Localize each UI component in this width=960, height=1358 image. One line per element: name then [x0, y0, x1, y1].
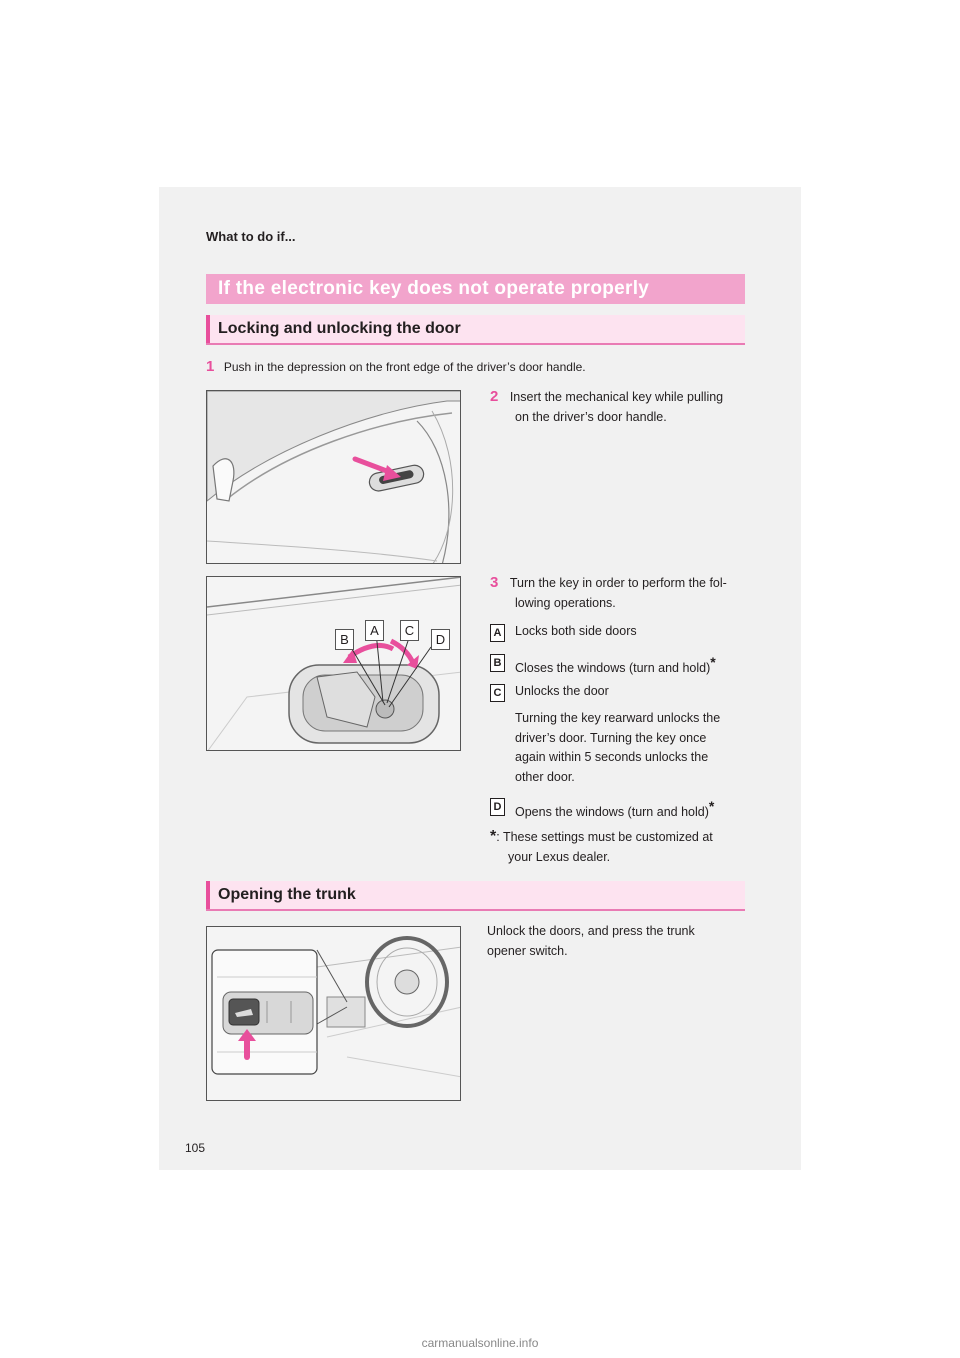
step-number: 1 — [206, 358, 215, 375]
section-title-bar — [206, 274, 745, 304]
step-number: 2 — [490, 388, 499, 405]
step-text-line1: Insert the mechanical key while pulling — [509, 390, 724, 404]
badge-b: B — [490, 654, 505, 672]
item-b — [515, 654, 716, 675]
item-b-text: Closes the windows (turn and hold) — [515, 661, 711, 676]
figure-key-turn — [206, 576, 461, 751]
watermark-link[interactable]: carmanualsonline.info — [421, 1336, 539, 1350]
section-title: If the electronic key does not operate properly — [218, 278, 650, 299]
figure-trunk-opener — [206, 926, 461, 1101]
item-d-text: Opens the windows (turn and hold) — [515, 805, 709, 820]
unlock-note-line2: driver’s door. Turning the key once — [515, 730, 707, 745]
footnote-line2: your Lexus dealer. — [508, 849, 611, 864]
unlock-note — [515, 709, 745, 787]
unlock-note-line3: again within 5 seconds unlocks the — [515, 750, 709, 764]
subsection-title: Locking and unlocking the door — [218, 320, 461, 337]
step-text-line2: on the driver’s door handle. — [515, 409, 667, 424]
callout-d: D — [431, 629, 450, 650]
step-2 — [490, 387, 745, 427]
unlock-note-line1: Turning the key rearward unlocks the — [515, 711, 721, 725]
subsection-heading-trunk — [206, 881, 745, 911]
badge-d: D — [490, 798, 505, 816]
key-turn-illustration — [207, 577, 461, 751]
running-head: What to do if... — [206, 229, 296, 244]
callout-a: A — [365, 620, 384, 641]
footnote — [490, 827, 745, 867]
step-text-line1: Turn the key in order to perform the fol- — [509, 576, 727, 590]
item-d — [515, 798, 714, 819]
unlock-note-line4: other door. — [515, 769, 575, 784]
step-1 — [206, 357, 586, 378]
callout-c: C — [400, 620, 419, 641]
footnote-mark: * — [490, 828, 497, 845]
item-c-text: Unlocks the door — [515, 684, 609, 698]
trunk-opener-illustration — [207, 927, 461, 1101]
item-a-text: Locks both side doors — [515, 624, 637, 638]
subsection-heading-locking — [206, 315, 745, 345]
badge-a: A — [490, 624, 505, 642]
trunk-instructions — [487, 922, 745, 961]
step-text-line2: lowing operations. — [515, 595, 616, 610]
badge-c: C — [490, 684, 505, 702]
figure-door-handle — [206, 390, 461, 564]
trunk-line1: Unlock the doors, and press the trunk — [487, 924, 695, 938]
step-number: 3 — [490, 574, 499, 591]
subsection-title: Opening the trunk — [218, 886, 356, 903]
asterisk: * — [710, 654, 716, 670]
door-handle-illustration — [207, 391, 461, 564]
trunk-line2: opener switch. — [487, 943, 568, 958]
page-number: 105 — [185, 1141, 206, 1155]
footnote-line1: : These settings must be customized at — [496, 830, 713, 844]
asterisk: * — [708, 798, 715, 814]
step-3 — [490, 573, 745, 613]
step-text: Push in the depression on the front edge of the driver’s door handle. — [223, 360, 586, 374]
callout-b: B — [335, 629, 354, 650]
